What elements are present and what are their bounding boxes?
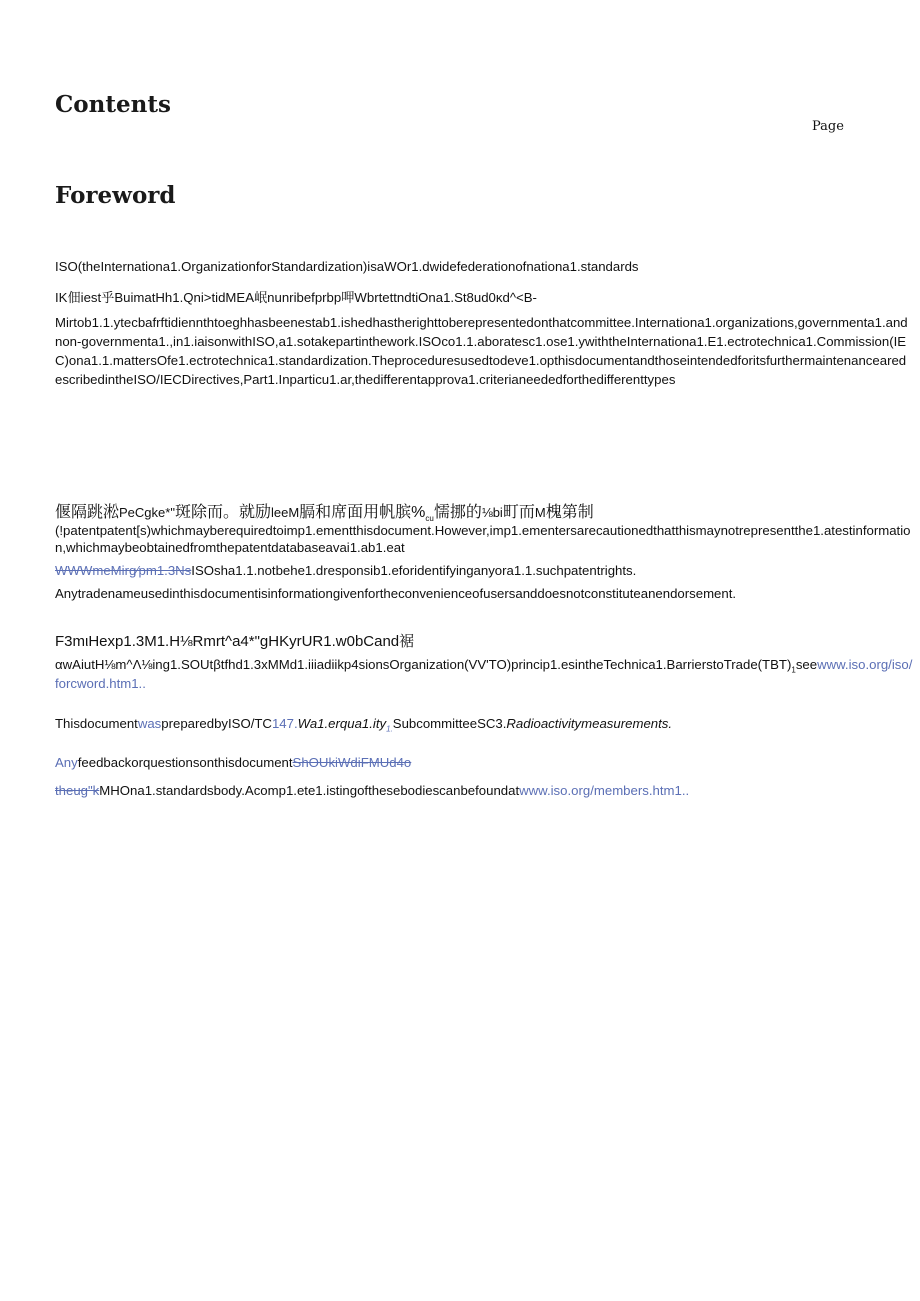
foreword-paragraph-3: Anytradenameusedinthisdocumentisinformationgivenfortheconvenienceofusersanddoesnotconstituteanendorsement. bbox=[55, 586, 737, 601]
foreword-paragraph-6 bbox=[55, 753, 429, 773]
foreword-paragraph-2-tail bbox=[55, 561, 636, 581]
foreword-paragraph-4-body bbox=[55, 655, 913, 693]
foreword-paragraph-2-body: (!patentpatent[s)whichmayberequiredtoimp1.ementthisdocument.However,imp1.ementersarecautionedthatthismaynotrepresentthe1.atestinformation,whichmaybeobtainedfromthepatentdatabaseavai1.ab1.eat bbox=[55, 523, 911, 555]
patent-database-link[interactable]: WWWmeMirg⁄pm1.3Ns bbox=[55, 563, 192, 578]
national-bodies-text: MHOna1.standardsbody.Acomp1.ete1.istingofthesebodiescanbefoundat bbox=[99, 783, 520, 798]
foreword-garbled-line: IK佃iest乎BuimatHh1.Qni>tidMEA岷nunribefprbp呷WbrtettndtiOna1.St8ud0κd^<B- bbox=[55, 290, 537, 305]
garbled-text: 斑除而。就励 bbox=[174, 504, 271, 521]
struck-text: theug"k bbox=[55, 783, 100, 798]
radioactivity-text: Radioactivitymeasurements. bbox=[506, 716, 673, 731]
garbled-text: 槐第制 bbox=[545, 504, 594, 521]
feedback-link[interactable]: ShOUkiWdiFMUd4ο bbox=[292, 755, 412, 770]
footnote-subscript: 1 bbox=[791, 665, 796, 675]
page-column-label: Page bbox=[812, 119, 844, 134]
tc-number: 147. bbox=[271, 716, 298, 731]
garbled-text: 懦挪的 bbox=[433, 504, 482, 521]
garbled-text: 町而 bbox=[502, 504, 535, 521]
garbled-text: PeCgke*" bbox=[119, 505, 175, 520]
patent-rights-text: ISOsha1.1.notbehe1.dresponsib1.eforidentifyinganyora1.1.suchpatentrights. bbox=[191, 563, 637, 578]
was-text: was bbox=[137, 716, 162, 731]
feedback-text: feedbackorquestionsonthisdocument bbox=[77, 755, 293, 770]
foreword-paragraph-4-garbled: F3mιHexp1.3M1.H⅛Rmrt^a4*"gHKyrUR1.w0bCand裾 bbox=[55, 633, 415, 650]
foreword-paragraph-1-line-1: ISO(theInternationa1.OrganizationforStandardization)isaWOr1.dwidefederationofnationa1.standards bbox=[55, 259, 639, 274]
contents-heading: Contents bbox=[55, 91, 171, 118]
garbled-text: M bbox=[534, 505, 546, 520]
garbled-text: ⅛bi bbox=[481, 505, 503, 520]
foreword-heading: Foreword bbox=[55, 182, 176, 209]
water-quality-subscript: 1. bbox=[386, 724, 393, 734]
foreword-paragraph-5 bbox=[55, 714, 672, 734]
subcommittee-text: SubcommitteeSC3. bbox=[392, 716, 507, 731]
prepared-by-text: preparedbyISO/TC bbox=[161, 716, 272, 731]
garbled-text: leeM bbox=[270, 505, 300, 520]
any-text: Any bbox=[55, 755, 78, 770]
document-text: Thisdocument bbox=[55, 716, 138, 731]
see-text: see bbox=[795, 657, 818, 672]
wto-principles-text: αwAiutH⅛m^Λ⅛ing1.SOUtβtfhd1.3xMMd1.iiiadiikp4sionsOrganization(VV'TO)princip1.esintheTechnica1.BarrierstoTrade(TBT) bbox=[55, 657, 792, 672]
garbled-subscript: cu bbox=[425, 514, 434, 524]
water-quality-text: Wa1.erqua1.ity bbox=[297, 716, 387, 731]
garbled-text: 膈和席面用帆膑% bbox=[299, 504, 426, 521]
foreword-paragraph-7 bbox=[55, 781, 689, 801]
members-link[interactable]: www.iso.org/members.htm1.. bbox=[519, 783, 690, 798]
foreword-paragraph-1-body: Mirtob1.1.ytecbafrftidiennthtoeghhasbeenestab1.ishedhastherighttoberepresentedonthatcommittee.Internationa1.organizations,governmenta1.andnon-governmenta1.,in1.iaisonwithISO,a1.sotakepartinthework.ISOco1.1.aboratesc1.ose1.ywiththeInternationa1.E1.ectrotechnica1.Commission(IEC)ona1.1.mattersOfe1.ectrotechnica1.standardization.Theproceduresusedtodeve1.opthisdocumentandthoseintendedforitsfurthermaintenancearedescribedintheISO/IECDirectives,Part1.Inparticu1.ar,thedifferentapprova1.criterianeededforthedifferenttypes bbox=[55, 315, 908, 387]
garbled-text: 偃隔跳淞 bbox=[55, 504, 120, 521]
foreword-info-link[interactable]: www.iso.org/iso/forcword.htm1.. bbox=[55, 657, 913, 691]
